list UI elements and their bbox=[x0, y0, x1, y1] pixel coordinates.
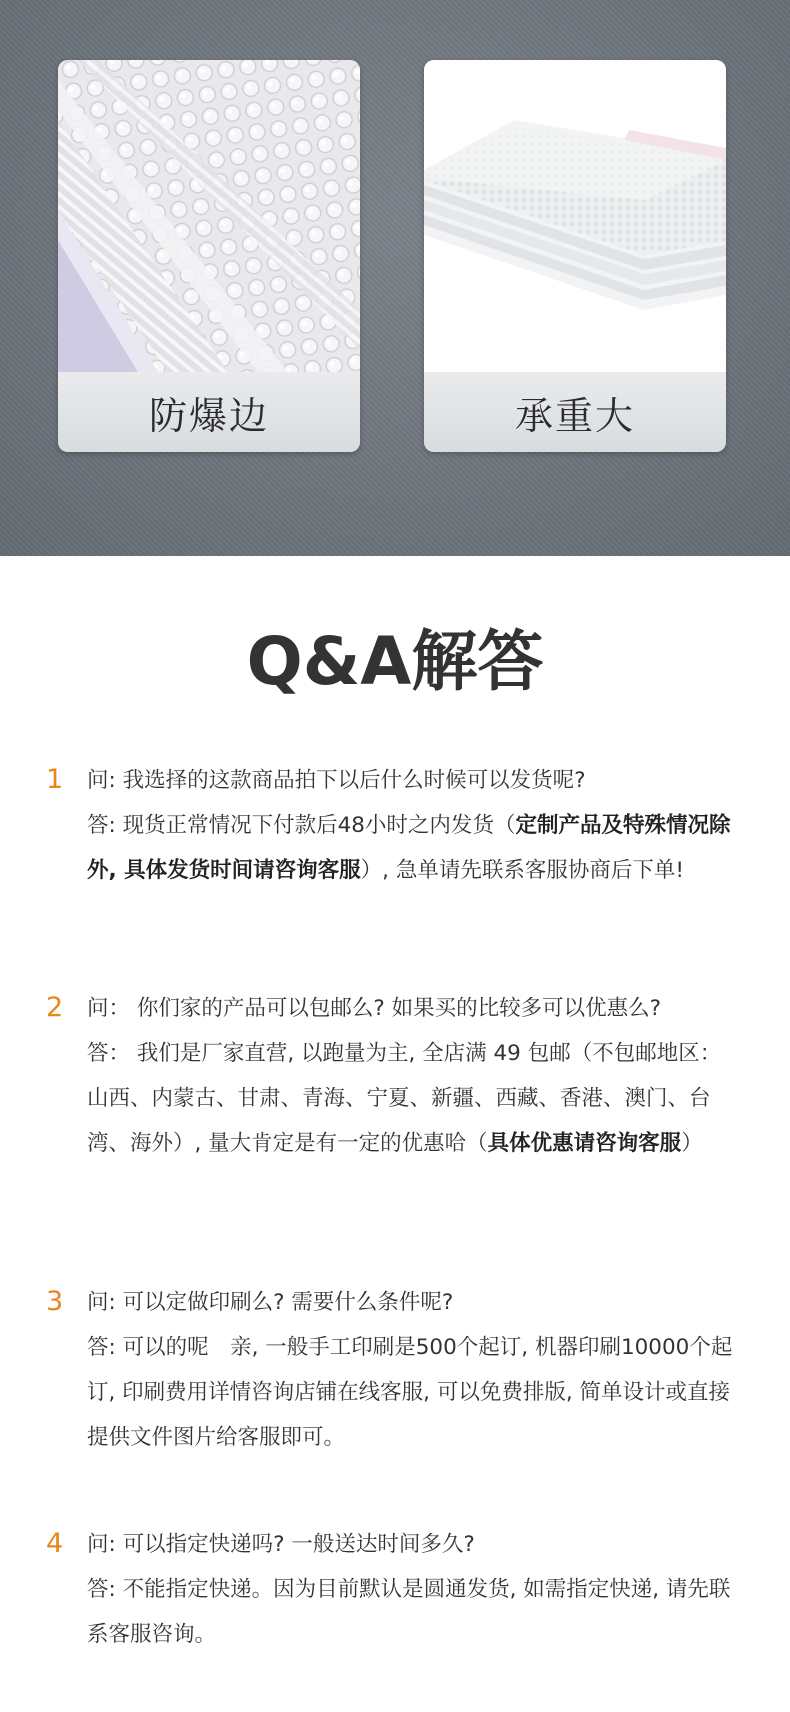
qa-number: 4 bbox=[46, 1528, 64, 1559]
qa-question: 问: 可以指定快递吗? 一般送达时间多久? bbox=[87, 1532, 475, 1557]
qa-content bbox=[87, 758, 741, 893]
qa-answer bbox=[87, 1567, 741, 1657]
qa-answer-text: 答： 我们是厂家直营, 以跑量为主, 全店满 49 包邮（不包邮地区： 山西、内蒙古、甘肃、青海、宁夏、新疆、西藏、香港、澳门、台湾、海外）, 量大肯定是有一定的优惠哈（ bbox=[87, 1041, 722, 1156]
bubble-film-edge-photo bbox=[58, 60, 360, 372]
qa-answer-text-end: ）, 急单请先联系客服协商后下单! bbox=[360, 858, 684, 883]
qa-number: 3 bbox=[46, 1286, 64, 1317]
qa-question: 问: 可以定做印刷么? 需要什么条件呢? bbox=[87, 1290, 454, 1315]
qa-answer-text: 答: 可以的呢 亲, 一般手工印刷是500个起订, 机器印刷10000个起订, 印刷费用详情咨询店铺在线客服, 可以免费排版, 简单设计或直接提供文件图片给客服即可。 bbox=[87, 1335, 733, 1450]
qa-question: 问: 我选择的这款商品拍下以后什么时候可以发货呢? bbox=[87, 768, 586, 793]
feature-card-anti-burst-edge bbox=[58, 60, 360, 452]
qa-answer-text: 答: 现货正常情况下付款后48小时之内发货（ bbox=[87, 813, 516, 838]
qa-number: 2 bbox=[46, 992, 64, 1023]
qa-answer-emphasis: 具体优惠请咨询客服 bbox=[487, 1131, 682, 1156]
qa-question: 问： 你们家的产品可以包邮么? 如果买的比较多可以优惠么? bbox=[87, 996, 661, 1021]
qa-content bbox=[87, 986, 741, 1166]
qa-answer-emphasis: 定制产品及特殊情况除外, 具体发货时间请咨询客服 bbox=[87, 813, 731, 883]
qa-number: 1 bbox=[46, 764, 64, 795]
stacked-mailers-photo bbox=[424, 60, 726, 372]
feature-caption: 防爆边 bbox=[58, 372, 360, 452]
feature-caption: 承重大 bbox=[424, 372, 726, 452]
qa-answer bbox=[87, 803, 741, 893]
feature-banner bbox=[0, 0, 790, 556]
feature-card-high-load bbox=[424, 60, 726, 452]
qa-content bbox=[87, 1280, 741, 1460]
qa-content bbox=[87, 1522, 741, 1657]
qa-answer bbox=[87, 1325, 741, 1460]
qa-section-title: Q&A解答 bbox=[246, 623, 544, 700]
qa-answer-text-end: ） bbox=[681, 1131, 703, 1156]
qa-answer-text: 答: 不能指定快递。因为目前默认是圆通发货, 如需指定快递, 请先联系客服咨询。 bbox=[87, 1577, 731, 1647]
qa-answer bbox=[87, 1031, 741, 1166]
